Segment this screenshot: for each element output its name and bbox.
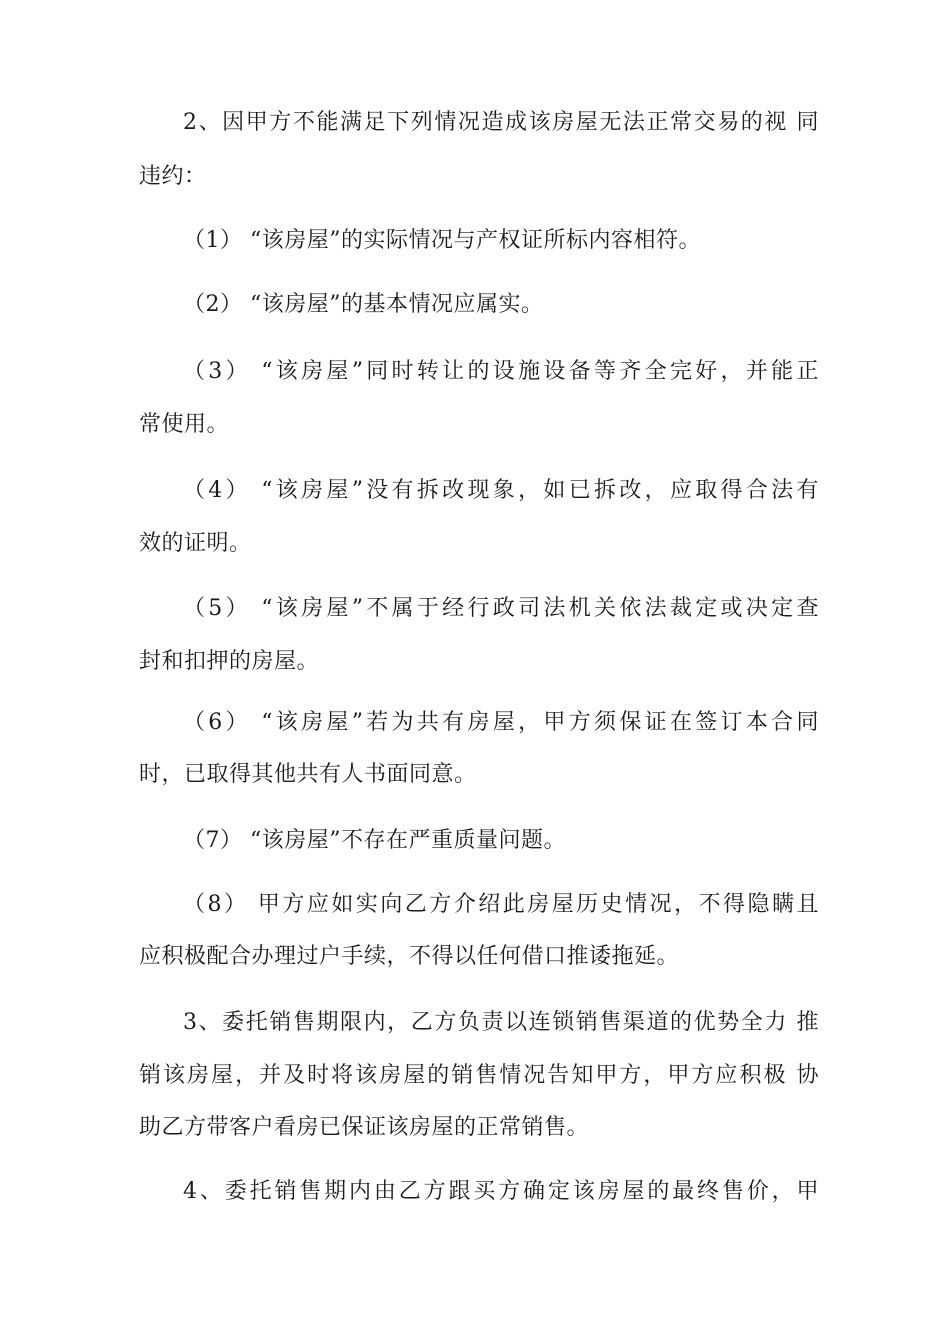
paragraph-3-line-3: 助乙方带客户看房已保证该房屋的正常销售。	[139, 1115, 590, 1140]
clause-4-line-1: （4） “该房屋”没有拆改现象，如已拆改，应取得合法有	[183, 478, 819, 503]
clause-2: （2） “该房屋”的基本情况应属实。	[183, 292, 544, 317]
paragraph-2-line-2: 违约：	[139, 164, 207, 189]
paragraph-2-line-1: 2、因甲方不能满足下列情况造成该房屋无法正常交易的视 同	[183, 110, 819, 135]
clause-8-line-1: （8） 甲方应如实向乙方介绍此房屋历史情况，不得隐瞒且	[183, 892, 819, 917]
clause-6-line-2: 时，已取得其他共有人书面同意。	[139, 762, 477, 787]
clause-5-line-1: （5） “该房屋”不属于经行政司法机关依法裁定或决定查	[183, 596, 819, 621]
clause-1: （1） “该房屋”的实际情况与产权证所标内容相符。	[183, 228, 701, 253]
clause-4-line-2: 效的证明。	[139, 531, 252, 556]
clause-3-line-2: 常使用。	[139, 412, 230, 437]
paragraph-4-line-1: 4、委托销售期内由乙方跟买方确定该房屋的最终售价，甲	[183, 1179, 819, 1204]
clause-7: （7） “该房屋”不存在严重质量问题。	[183, 828, 566, 853]
clause-6-line-1: （6） “该房屋”若为共有房屋，甲方须保证在签订本合同	[183, 710, 819, 735]
paragraph-3-line-1: 3、委托销售期限内，乙方负责以连锁销售渠道的优势全力 推	[183, 1010, 819, 1035]
clause-5-line-2: 封和扣押的房屋。	[139, 649, 320, 674]
clause-3-line-1: （3） “该房屋”同时转让的设施设备等齐全完好，并能正	[183, 359, 819, 384]
paragraph-3-line-2: 销该房屋，并及时将该房屋的销售情况告知甲方，甲方应积极 协	[139, 1063, 819, 1088]
clause-8-line-2: 应积极配合办理过户手续，不得以任何借口推诿拖延。	[139, 944, 680, 969]
